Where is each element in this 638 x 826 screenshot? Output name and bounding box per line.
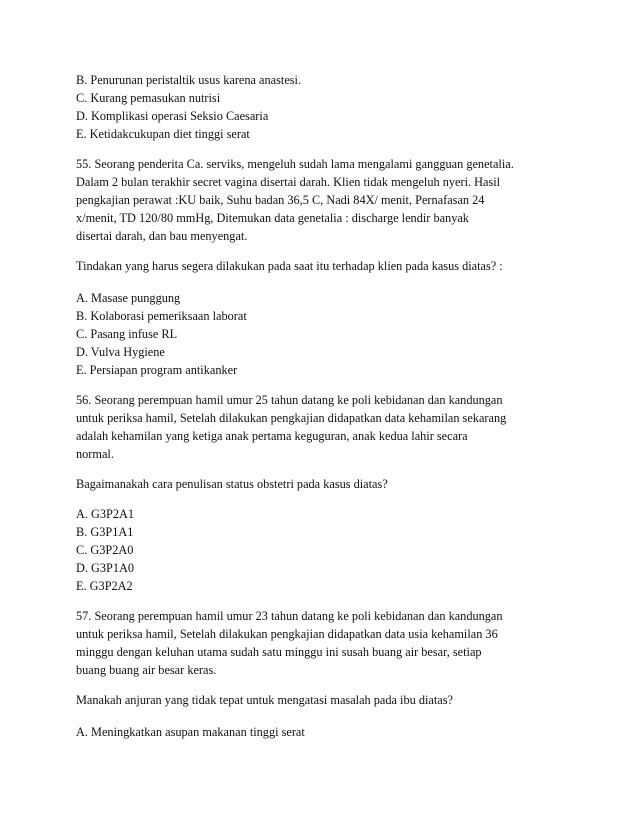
q55-option-c: C. Pasang infuse RL — [76, 327, 178, 341]
q56-option-e: E. G3P2A2 — [76, 579, 133, 593]
q55-option-d: D. Vulva Hygiene — [76, 345, 165, 359]
q55-stem-line: pengkajian perawat :KU baik, Suhu badan 36,5 C, Nadi 84X/ menit, Pernafasan 24 — [76, 193, 485, 207]
q56-option-c: C. G3P2A0 — [76, 543, 134, 557]
q55-option-e: E. Persiapan program antikanker — [76, 363, 238, 377]
q57-question: Manakah anjuran yang tidak tepat untuk mengatasi masalah pada ibu diatas? — [76, 693, 453, 707]
q56-question: Bagaimanakah cara penulisan status obstetri pada kasus diatas? — [76, 477, 388, 491]
q55-question: Tindakan yang harus segera dilakukan pada saat itu terhadap klien pada kasus diatas? : — [76, 259, 503, 273]
q55-stem-line: Dalam 2 bulan terakhir secret vagina disertai darah. Klien tidak mengeluh nyeri. Hasil — [76, 175, 501, 189]
q56-option-a: A. G3P2A1 — [76, 507, 135, 521]
q56-stem-line: 56. Seorang perempuan hamil umur 25 tahun datang ke poli kebidanan dan kandungan — [76, 393, 503, 407]
q55-stem-line: x/menit, TD 120/80 mmHg, Ditemukan data genetalia : discharge lendir banyak — [76, 211, 469, 225]
q57-stem-line: minggu dengan keluhan utama sudah satu minggu ini susah buang air besar, setiap — [76, 645, 482, 659]
q57-option-a: A. Meningkatkan asupan makanan tinggi serat — [76, 725, 305, 739]
q56-option-d: D. G3P1A0 — [76, 561, 135, 575]
q55-stem-line: disertai darah, dan bau menyengat. — [76, 229, 248, 243]
q56-stem-line: adalah kehamilan yang ketiga anak pertama keguguran, anak kedua lahir secara — [76, 429, 468, 443]
q55-option-b: B. Kolaborasi pemeriksaan laborat — [76, 309, 247, 323]
q54-option-e: E. Ketidakcukupan diet tinggi serat — [76, 127, 250, 141]
q56-option-b: B. G3P1A1 — [76, 525, 134, 539]
q56-stem-line: untuk periksa hamil, Setelah dilakukan pengkajian didapatkan data kehamilan sekarang — [76, 411, 507, 425]
q57-stem-line: buang buang air besar keras. — [76, 663, 217, 677]
q56-stem-line: normal. — [76, 447, 114, 461]
q57-stem-line: untuk periksa hamil, Setelah dilakukan pengkajian didapatkan data usia kehamilan 36 — [76, 627, 498, 641]
q54-option-c: C. Kurang pemasukan nutrisi — [76, 91, 221, 105]
q57-stem-line: 57. Seorang perempuan hamil umur 23 tahun datang ke poli kebidanan dan kandungan — [76, 609, 503, 623]
q55-option-a: A. Masase punggung — [76, 291, 181, 305]
q55-stem-line: 55. Seorang penderita Ca. serviks, mengeluh sudah lama mengalami gangguan genetalia. — [76, 157, 514, 171]
q54-option-d: D. Komplikasi operasi Seksio Caesaria — [76, 109, 269, 123]
q54-option-b: B. Penurunan peristaltik usus karena anastesi. — [76, 73, 302, 87]
